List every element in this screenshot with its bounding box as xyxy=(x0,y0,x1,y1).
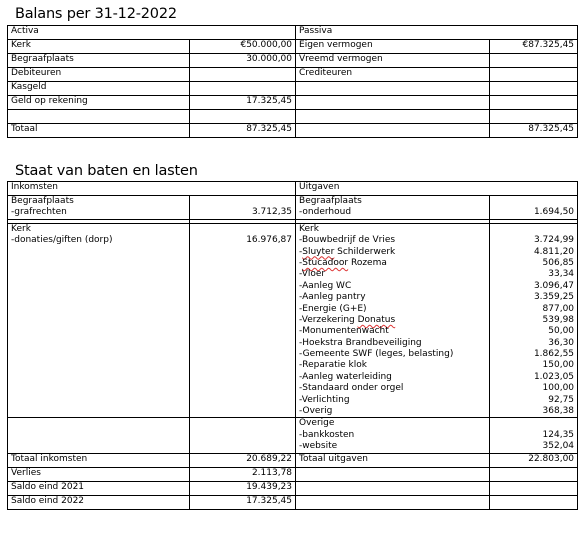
kerk-income-labels-line: -donaties/giften (dorp) xyxy=(11,235,113,246)
kerk-expense-labels-line: -Standaard onder orgel xyxy=(299,383,404,394)
begraafplaats-income-values-line: 3.712,35 xyxy=(251,207,293,218)
begraafplaats-expense-values xyxy=(490,196,578,220)
activa-label: Totaal xyxy=(8,124,190,138)
passiva-label: Crediteuren xyxy=(296,68,490,82)
kerk-expense-labels-line: -Verzekering Donatus xyxy=(299,314,396,325)
kerk-expense-values-line: 3.359,25 xyxy=(533,292,575,303)
passiva-label xyxy=(296,124,490,138)
kerk-expense-values-line: 3.724,99 xyxy=(533,235,575,246)
totals-income-label: Saldo eind 2021 xyxy=(8,481,190,495)
kerk-expense-labels-line: -Aanleg pantry xyxy=(299,292,366,303)
totals-income-label: Totaal inkomsten xyxy=(8,453,190,467)
totals-expense-value xyxy=(490,495,578,509)
kerk-expense-labels-line: -Bouwbedrijf de Vries xyxy=(299,235,396,246)
activa-label: Begraafplaats xyxy=(8,54,190,68)
kerk-expense-labels-line: -Hoekstra Brandbeveiliging xyxy=(299,337,422,348)
passiva-value xyxy=(490,96,578,110)
kerk-expense-labels-line: -Aanleg waterleiding xyxy=(299,371,392,382)
kerk-expense-labels-line: -Stucadoor Rozema xyxy=(299,257,387,268)
kerk-expense-labels xyxy=(296,223,490,418)
activa-label: Geld op rekening xyxy=(8,96,190,110)
balance-title: Balans per 31-12-2022 xyxy=(15,6,177,22)
kerk-income-values-line: 16.976,87 xyxy=(246,235,293,246)
passiva-value: 87.325,45 xyxy=(490,124,578,138)
totals-expense-label xyxy=(296,467,490,481)
kerk-income-labels xyxy=(8,223,190,418)
overige-income-values xyxy=(190,418,296,453)
totals-income-value: 17.325,45 xyxy=(190,495,296,509)
totals-row xyxy=(8,495,578,509)
spellcheck-word: Donatus xyxy=(357,314,396,325)
balance-row xyxy=(8,40,578,54)
kerk-expense-labels-line: -Energie (G+E) xyxy=(299,303,367,314)
totals-expense-label xyxy=(296,481,490,495)
kerk-expense-values-line: 36,30 xyxy=(548,337,575,348)
kerk-expense-values-line: 92,75 xyxy=(548,394,575,405)
passiva-label: Vreemd vermogen xyxy=(296,54,490,68)
kerk-expense-values xyxy=(490,223,578,418)
kerk-expense-values-line: 100,00 xyxy=(542,383,575,394)
kerk-expense-values-line: 50,00 xyxy=(548,326,575,337)
passiva-label: Eigen vermogen xyxy=(296,40,490,54)
overige-expense-values xyxy=(490,418,578,453)
passiva-value xyxy=(490,68,578,82)
kerk-expense-values-line: 150,00 xyxy=(542,360,575,371)
passiva-label xyxy=(296,82,490,96)
income-table xyxy=(7,181,578,510)
totals-income-label: Saldo eind 2022 xyxy=(8,495,190,509)
kerk-expense-values-line: 3.096,47 xyxy=(533,280,575,291)
kerk-expense-values-line: 1.862,55 xyxy=(533,349,575,360)
overige-expense-labels-line: -bankkosten xyxy=(299,429,355,440)
begraafplaats-expense-labels-line: Begraafplaats xyxy=(299,196,362,206)
begraafplaats-expense-labels-line: -onderhoud xyxy=(299,207,352,218)
kerk-expense-values-line: 1.023,05 xyxy=(533,371,575,382)
income-table-body xyxy=(8,182,578,510)
spellcheck-word: Sluyter xyxy=(302,246,335,257)
income-title: Staat van baten en lasten xyxy=(15,163,198,179)
begraafplaats-income-values-line xyxy=(193,196,292,207)
activa-value xyxy=(190,110,296,124)
kerk-expense-labels-line: -Aanleg WC xyxy=(299,280,352,291)
kerk-expense-values-line: 4.811,20 xyxy=(533,246,575,257)
totals-row xyxy=(8,481,578,495)
begraafplaats-income-labels xyxy=(8,196,190,220)
balance-table xyxy=(7,25,578,138)
kerk-expense-labels-line: -Monumentenwacht xyxy=(299,326,389,337)
overige-expense-labels xyxy=(296,418,490,453)
totals-expense-label: Totaal uitgaven xyxy=(296,453,490,467)
kerk-expense-values-line: 877,00 xyxy=(542,303,575,314)
passiva-value xyxy=(490,54,578,68)
kerk-income-values xyxy=(190,223,296,418)
overige-income-labels xyxy=(8,418,190,453)
passiva-value xyxy=(490,110,578,124)
begraafplaats-income-labels-line: -grafrechten xyxy=(11,207,67,218)
kerk-expense-labels-line: -Vloer xyxy=(299,269,326,280)
activa-value xyxy=(190,68,296,82)
overige-expense-labels-line: -website xyxy=(299,441,338,452)
activa-label: Debiteuren xyxy=(8,68,190,82)
activa-value: €50.000,00 xyxy=(190,40,296,54)
passiva-label xyxy=(296,110,490,124)
totals-expense-value: 22.803,00 xyxy=(490,453,578,467)
kerk-expense-labels-line: -Overig xyxy=(299,406,333,417)
balance-row xyxy=(8,124,578,138)
balance-row xyxy=(8,54,578,68)
passiva-value: €87.325,45 xyxy=(490,40,578,54)
activa-header: Activa xyxy=(8,26,296,40)
totals-expense-label xyxy=(296,495,490,509)
totals-expense-value xyxy=(490,481,578,495)
balance-row xyxy=(8,68,578,82)
kerk-income-labels-line: Kerk xyxy=(11,223,31,234)
activa-value: 17.325,45 xyxy=(190,96,296,110)
kerk-expense-labels-line: Kerk xyxy=(299,223,319,234)
kerk-expense-labels-line: -Reparatie klok xyxy=(299,360,367,371)
totals-income-value: 20.689,22 xyxy=(190,453,296,467)
spellcheck-word: Stucadoor xyxy=(302,257,349,268)
activa-label xyxy=(8,110,190,124)
kerk-income-values-line xyxy=(193,224,292,235)
begraafplaats-income-labels-line: Begraafplaats xyxy=(11,196,74,206)
begraafplaats-expense-values-line xyxy=(493,196,574,207)
totals-income-value: 2.113,78 xyxy=(190,467,296,481)
balance-row xyxy=(8,96,578,110)
income-header-row xyxy=(8,182,578,196)
overige-expense-labels-line: Overige xyxy=(299,418,335,429)
activa-value xyxy=(190,82,296,96)
balance-row xyxy=(8,82,578,96)
activa-label: Kerk xyxy=(8,40,190,54)
passiva-header: Passiva xyxy=(296,26,578,40)
passiva-value xyxy=(490,82,578,96)
overige-row xyxy=(8,418,578,453)
kerk-row xyxy=(8,223,578,418)
totals-income-label: Verlies xyxy=(8,467,190,481)
passiva-label xyxy=(296,96,490,110)
kerk-expense-values-line: 506,85 xyxy=(542,257,575,268)
begraafplaats-income-values xyxy=(190,196,296,220)
begraafplaats-expense-labels xyxy=(296,196,490,220)
overige-expense-values-line: 124,35 xyxy=(542,429,575,440)
totals-row xyxy=(8,453,578,467)
totals-expense-value xyxy=(490,467,578,481)
kerk-expense-labels-line: -Gemeente SWF (leges, belasting) xyxy=(299,349,454,360)
overige-expense-values-line xyxy=(493,418,574,429)
activa-value: 30.000,00 xyxy=(190,54,296,68)
inkomsten-header: Inkomsten xyxy=(8,182,296,196)
balance-table-body xyxy=(8,26,578,138)
kerk-expense-values-line: 368,38 xyxy=(542,406,575,417)
begraafplaats-row xyxy=(8,196,578,220)
kerk-expense-values-line xyxy=(493,224,574,235)
totals-income-value: 19.439,23 xyxy=(190,481,296,495)
activa-label: Kasgeld xyxy=(8,82,190,96)
balance-header-row xyxy=(8,26,578,40)
uitgaven-header: Uitgaven xyxy=(296,182,578,196)
overige-expense-values-line: 352,04 xyxy=(542,441,575,452)
activa-value: 87.325,45 xyxy=(190,124,296,138)
kerk-expense-labels-line: -Verlichting xyxy=(299,394,350,405)
begraafplaats-expense-values-line: 1.694,50 xyxy=(533,207,575,218)
kerk-expense-labels-line: -Sluyter Schilderwerk xyxy=(299,246,396,257)
kerk-expense-values-line: 33,34 xyxy=(548,269,575,280)
totals-row xyxy=(8,467,578,481)
kerk-expense-values-line: 539,98 xyxy=(542,314,575,325)
balance-row xyxy=(8,110,578,124)
